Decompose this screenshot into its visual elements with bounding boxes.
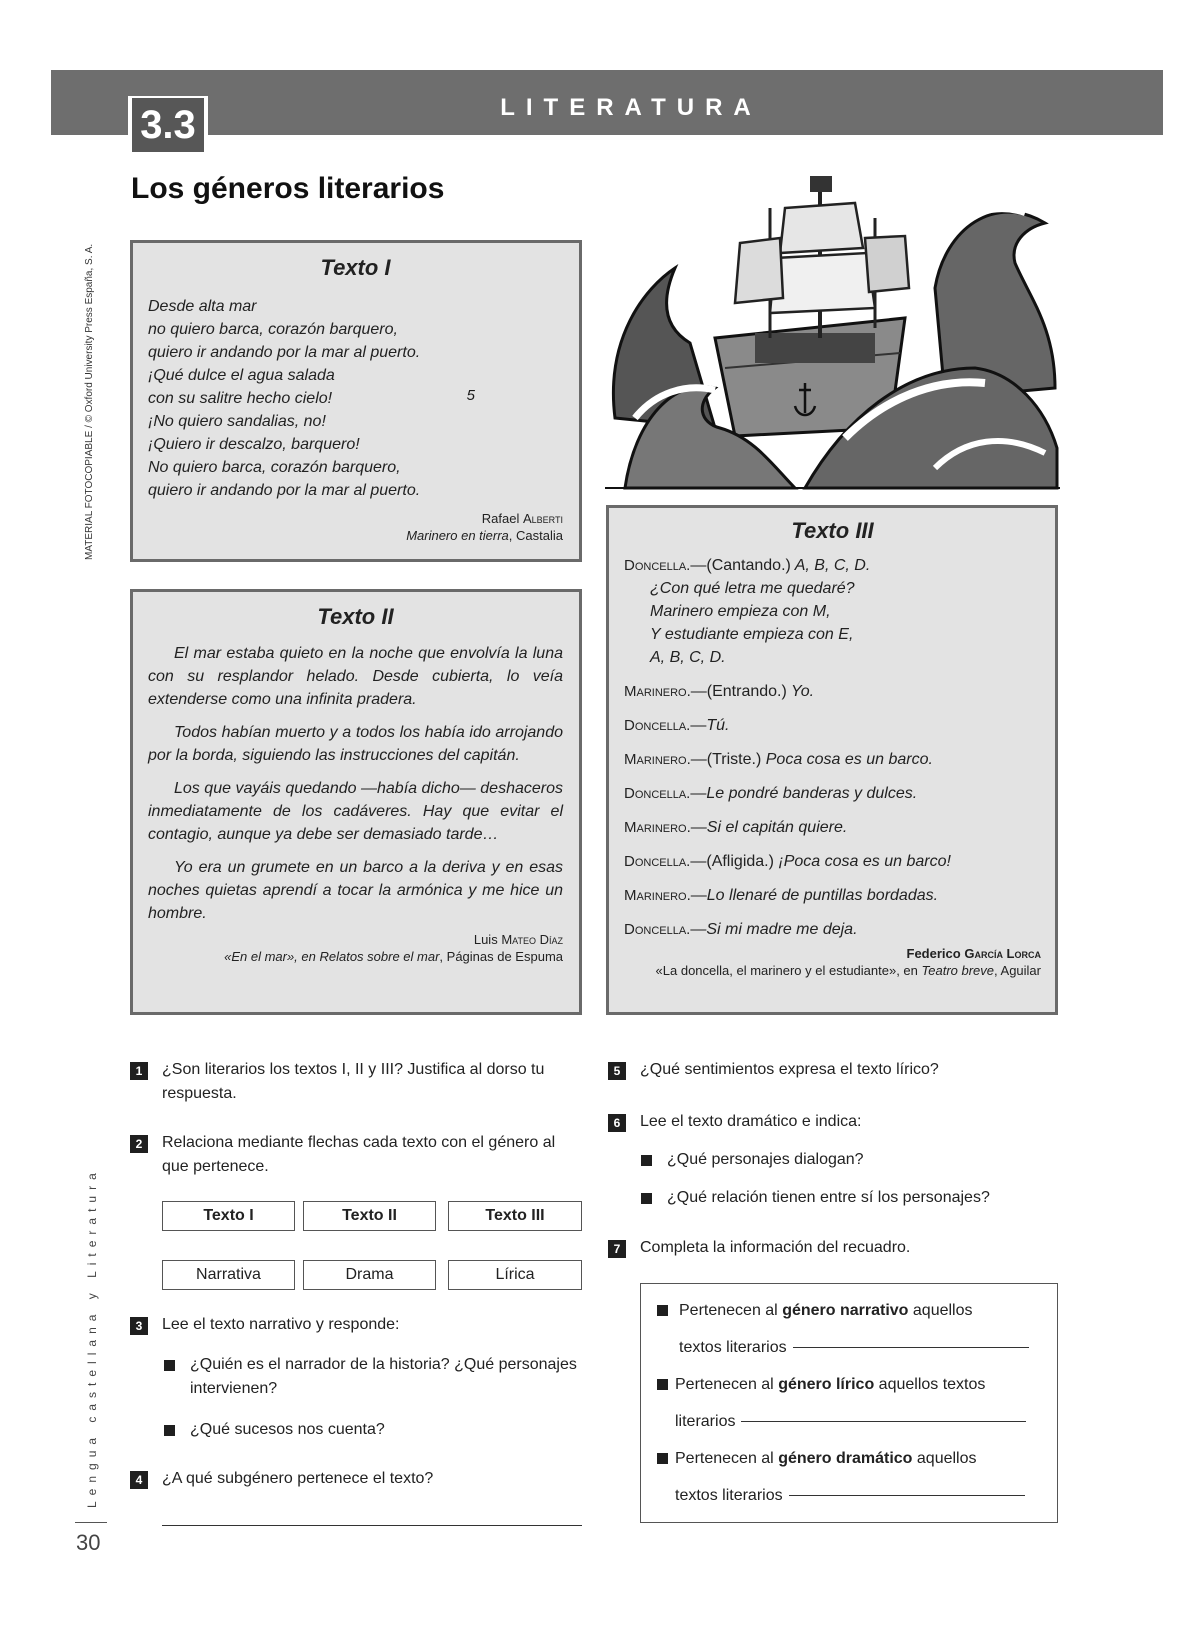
summary-genre: género dramático xyxy=(778,1450,913,1467)
match-text-3[interactable]: Texto III xyxy=(448,1201,582,1231)
page-number: 30 xyxy=(76,1530,101,1555)
publisher: , Castalia xyxy=(508,528,563,543)
question-3-bullet xyxy=(164,1418,582,1442)
publisher: , Páginas de Espuma xyxy=(439,949,563,964)
bullet-square xyxy=(164,1425,175,1436)
question-text: ¿A qué subgénero pertenece el texto? xyxy=(162,1470,434,1487)
stage-direction: — xyxy=(690,921,707,938)
author-last: Mateo Díaz xyxy=(501,932,563,947)
question-2 xyxy=(130,1131,582,1179)
speaker: Marinero. xyxy=(624,887,691,904)
summary-genre: género narrativo xyxy=(782,1302,909,1319)
author-last: García Lorca xyxy=(964,946,1041,961)
stage-direction: — xyxy=(690,819,707,836)
summary-prefix: Pertenecen al xyxy=(675,1376,779,1393)
speaker: Doncella. xyxy=(624,853,691,870)
match-text-1[interactable]: Texto I xyxy=(162,1201,295,1231)
question-number: 3 xyxy=(130,1317,148,1335)
stage-direction: — xyxy=(690,887,707,904)
texto-2-box xyxy=(130,589,582,1015)
texto-3-title: Texto III xyxy=(791,518,874,543)
texto-1-poem xyxy=(148,295,563,502)
bullet-square xyxy=(164,1360,175,1371)
page-title: Los géneros literarios xyxy=(131,172,445,205)
texto-1-attribution xyxy=(148,510,563,544)
speaker: Doncella. xyxy=(624,785,691,802)
question-text: Completa la información del recuadro. xyxy=(640,1239,911,1256)
bullet-square xyxy=(641,1193,652,1204)
spoken-line: A, B, C, D. xyxy=(790,557,871,574)
summary-continuation: literarios xyxy=(675,1413,736,1430)
dialogue-line xyxy=(624,816,1041,839)
subject-label: Lengua castellana y Literatura xyxy=(85,1167,99,1508)
spoken-line: Si el capitán quiere. xyxy=(706,819,848,836)
question-number: 7 xyxy=(608,1240,626,1258)
stage-direction: —(Entrando.) xyxy=(690,683,787,700)
prose-paragraph: El mar estaba quieto en la noche que envolvía la luna con su resplandor helado. Desde cubierta, lo veía extenderse como una infinita pradera. xyxy=(148,645,563,708)
song-line: Y estudiante empieza con E, xyxy=(650,626,854,643)
author-last: Alberti xyxy=(522,511,563,526)
summary-prefix: Pertenecen al xyxy=(679,1302,783,1319)
author-first: Luis xyxy=(473,932,498,947)
work-prefix: «La doncella, el marinero y el estudiante», en xyxy=(655,963,922,978)
stage-direction: — xyxy=(690,785,707,802)
bullet-square xyxy=(657,1379,668,1390)
publisher: , Aguilar xyxy=(994,963,1041,978)
spoken-line: Poca cosa es un barco. xyxy=(761,751,933,768)
summary-suffix: aquellos xyxy=(908,1302,973,1319)
copyright-credit: MATERIAL FOTOCOPIABLE / © Oxford University Press España, S. A. xyxy=(84,243,95,560)
match-genre-3[interactable]: Lírica xyxy=(448,1260,582,1290)
poem-line: No quiero barca, corazón barquero, xyxy=(148,459,401,476)
question-text: ¿Son literarios los textos I, II y III? Justifica al dorso tu respuesta. xyxy=(162,1061,545,1102)
question-6-bullet xyxy=(641,1186,1058,1210)
bullet-square xyxy=(657,1453,668,1464)
texto-2-attribution xyxy=(148,931,563,965)
poem-line: Desde alta mar xyxy=(148,298,257,315)
spoken-line: Yo. xyxy=(786,683,815,700)
spoken-line: Lo llenaré de puntillas bordadas. xyxy=(706,887,939,904)
section-title: LITERATURA xyxy=(500,94,762,121)
question-4 xyxy=(130,1467,582,1491)
question-6-bullet xyxy=(641,1148,1058,1172)
work-title: Teatro breve xyxy=(921,963,995,978)
question-5 xyxy=(608,1058,1058,1082)
bullet-text: ¿Qué relación tienen entre sí los personajes? xyxy=(667,1189,990,1206)
song-line: ¿Con qué letra me quedaré? xyxy=(650,580,855,597)
summary-item-narrativo xyxy=(657,1292,1043,1366)
poem-line: con su salitre hecho cielo! xyxy=(148,390,333,407)
question-number: 4 xyxy=(130,1471,148,1489)
dialogue-line xyxy=(624,884,1041,907)
dialogue-line xyxy=(624,714,1041,737)
question-number: 2 xyxy=(130,1135,148,1153)
work-title: Marinero en tierra xyxy=(406,528,509,543)
dialogue-line xyxy=(624,918,1041,941)
ship-waves-illustration xyxy=(605,168,1060,493)
question-text: Relaciona mediante flechas cada texto con el género al que pertenece. xyxy=(162,1134,556,1175)
question-1 xyxy=(130,1058,582,1106)
match-genre-1[interactable]: Narrativa xyxy=(162,1260,295,1290)
summary-continuation: textos literarios xyxy=(675,1487,783,1504)
summary-genre: género lírico xyxy=(778,1376,875,1393)
speaker: Doncella. xyxy=(624,717,691,734)
song-line: A, B, C, D. xyxy=(650,649,726,666)
unit-number: 3.3 xyxy=(132,98,204,152)
question-3-bullet xyxy=(164,1353,582,1401)
speaker: Marinero. xyxy=(624,683,691,700)
fill-in-line[interactable] xyxy=(789,1495,1025,1496)
fill-in-line[interactable] xyxy=(793,1347,1029,1348)
stage-direction: —(Cantando.) xyxy=(690,557,791,574)
summary-prefix: Pertenecen al xyxy=(675,1450,779,1467)
header-bar xyxy=(51,70,1163,135)
poem-line: quiero ir andando por la mar al puerto. xyxy=(148,344,421,361)
speaker: Doncella. xyxy=(624,557,691,574)
prose-paragraph: Yo era un grumete en un barco a la deriva y en esas noches quietas aprendí a tocar la armónica y me hice un hombre. xyxy=(148,859,563,922)
song-line: Marinero empieza con M, xyxy=(650,603,831,620)
summary-suffix: aquellos xyxy=(912,1450,977,1467)
texto-3-box xyxy=(606,505,1058,1015)
poem-line: no quiero barca, corazón barquero, xyxy=(148,321,398,338)
question-number: 6 xyxy=(608,1114,626,1132)
spoken-line: Le pondré banderas y dulces. xyxy=(706,785,918,802)
question-text: ¿Qué sentimientos expresa el texto lírico? xyxy=(640,1061,939,1078)
poem-line: quiero ir andando por la mar al puerto. xyxy=(148,482,421,499)
dialogue-line xyxy=(624,748,1041,771)
bullet-text: ¿Quién es el narrador de la historia? ¿Qué personajes intervienen? xyxy=(190,1356,577,1397)
match-text-2[interactable]: Texto II xyxy=(303,1201,436,1231)
work-title: «En el mar», en Relatos sobre el mar xyxy=(224,949,440,964)
fill-in-line[interactable] xyxy=(741,1421,1026,1422)
dialogue-line xyxy=(624,554,1041,577)
author-first: Federico xyxy=(906,946,961,961)
question-7 xyxy=(608,1236,1058,1260)
summary-item-dramatico xyxy=(657,1440,1043,1514)
texto-1-title: Texto I xyxy=(320,255,391,280)
spoken-line: ¡Poca cosa es un barco! xyxy=(773,853,951,870)
bullet-square xyxy=(641,1155,652,1166)
summary-continuation: textos literarios xyxy=(679,1339,787,1356)
speaker: Doncella. xyxy=(624,921,691,938)
question-6 xyxy=(608,1110,1058,1134)
texto-2-title: Texto II xyxy=(317,604,394,629)
poem-line: ¡No quiero sandalias, no! xyxy=(148,413,326,430)
match-genre-2[interactable]: Drama xyxy=(303,1260,436,1290)
poem-line: ¡Quiero ir descalzo, barquero! xyxy=(148,436,360,453)
author-first: Rafael xyxy=(481,511,520,526)
question-number: 1 xyxy=(130,1062,148,1080)
stage-direction: — xyxy=(690,717,707,734)
dialogue-line xyxy=(624,680,1041,703)
question-text: Lee el texto dramático e indica: xyxy=(640,1113,862,1130)
texto-3-attribution xyxy=(624,945,1041,979)
bullet-square xyxy=(657,1305,668,1316)
stage-direction: —(Triste.) xyxy=(690,751,762,768)
spoken-line: Si mi madre me deja. xyxy=(706,921,858,938)
stage-direction: —(Afligida.) xyxy=(690,853,774,870)
genre-summary-box xyxy=(640,1283,1058,1523)
bullet-text: ¿Qué sucesos nos cuenta? xyxy=(190,1421,385,1438)
bullet-text: ¿Qué personajes dialogan? xyxy=(667,1151,864,1168)
page-number-rule xyxy=(75,1522,107,1523)
summary-suffix: aquellos textos xyxy=(874,1376,986,1393)
spoken-line: Tú. xyxy=(706,717,730,734)
texto-1-box xyxy=(130,240,582,562)
speaker: Marinero. xyxy=(624,819,691,836)
answer-line[interactable] xyxy=(162,1525,582,1526)
unit-badge xyxy=(128,96,208,156)
summary-item-lirico xyxy=(657,1366,1043,1440)
question-3 xyxy=(130,1313,582,1337)
line-number-marker: 5 xyxy=(466,387,475,404)
question-number: 5 xyxy=(608,1062,626,1080)
prose-paragraph: Los que vayáis quedando —había dicho— deshaceros inmediatamente de los cadáveres. Hay que evitar el contagio, aunque ya debe ser demasiado tarde… xyxy=(148,780,563,843)
speaker: Marinero. xyxy=(624,751,691,768)
prose-paragraph: Todos habían muerto y a todos los había ido arrojando por la borda, siguiendo las instrucciones del capitán. xyxy=(148,724,563,764)
dialogue-line xyxy=(624,850,1041,873)
question-text: Lee el texto narrativo y responde: xyxy=(162,1316,400,1333)
dialogue-line xyxy=(624,782,1041,805)
poem-line: ¡Qué dulce el agua salada xyxy=(148,367,335,384)
